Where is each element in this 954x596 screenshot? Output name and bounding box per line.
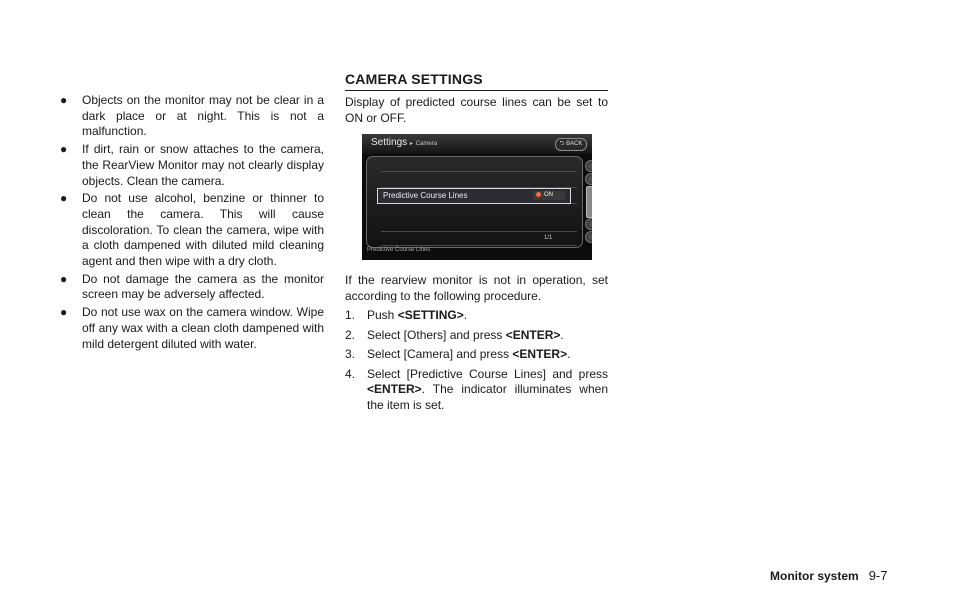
bullet-icon: ● <box>60 142 68 157</box>
step-text-end: . <box>560 327 564 342</box>
list-item <box>58 191 324 270</box>
indicator-text: ON <box>544 192 553 198</box>
list-divider <box>381 245 577 246</box>
bullet-text: If dirt, rain or snow attaches to the camera, the RearView Monitor may not clearly display objects. Clean the camera. <box>82 142 324 188</box>
scroll-down-icon <box>585 231 592 243</box>
step-number: 2. <box>345 327 356 342</box>
breadcrumb-separator-icon: ▸ <box>409 141 413 147</box>
list-item <box>58 305 324 352</box>
bullet-icon: ● <box>60 191 68 206</box>
on-indicator <box>533 191 565 200</box>
list-item <box>58 93 324 140</box>
scroll-up-icon <box>585 160 592 172</box>
step-text-end: . The indicator illuminates when the item is set. <box>367 382 608 412</box>
step-number: 4. <box>345 366 356 381</box>
step-text: Select [Camera] and press <box>367 347 513 361</box>
scroll-down-page-icon <box>585 218 592 230</box>
step-text-end: . <box>463 308 468 322</box>
bullet-text: Do not use wax on the camera window. Wipe off any wax with a clean cloth dampened with mild detergent diluted with water. <box>82 305 324 351</box>
settings-screen-image <box>362 134 592 260</box>
breadcrumb: Camera <box>415 141 438 147</box>
step-text: Select [Predictive Course Lines] and press <box>367 366 608 381</box>
step-key: <ENTER> <box>367 382 422 396</box>
procedure-steps <box>345 308 608 413</box>
list-divider <box>381 231 577 232</box>
indicator-light-icon <box>536 192 541 197</box>
list-item <box>58 142 324 189</box>
page-footer <box>770 568 887 583</box>
step-number: 3. <box>345 347 356 361</box>
bullet-text: Do not use alcohol, benzine or thinner to clean the camera. This will cause discoloration. To clean the camera, wipe with a cloth dampened with diluted mild cleaning agent and then wipe with a dry cloth. <box>82 191 324 269</box>
bullet-icon: ● <box>60 93 68 107</box>
section-intro: Display of predicted course lines can be set to ON or OFF. <box>345 95 608 125</box>
step-key: <SETTING> <box>397 308 464 322</box>
list-item <box>58 272 324 303</box>
left-column <box>58 93 324 354</box>
section-title: CAMERA SETTINGS <box>345 70 608 91</box>
procedure-intro: If the rearview monitor is not in operation, set according to the following procedure. <box>345 273 608 303</box>
bullet-text: Do not damage the camera as the monitor screen may be adversely affected. <box>82 271 324 302</box>
step-key: <ENTER> <box>512 347 568 361</box>
step-text-end: . <box>567 347 571 361</box>
right-column <box>345 70 608 417</box>
list-item <box>345 367 608 414</box>
back-button: ⮌ BACK <box>555 138 587 151</box>
caution-list <box>58 93 324 352</box>
list-item <box>345 347 608 363</box>
predictive-course-lines-row <box>377 188 571 204</box>
scrollbar-thumb <box>586 186 592 218</box>
screen-title-text: Settings <box>371 137 408 148</box>
page-number: 9-7 <box>868 568 888 583</box>
list-item <box>345 308 608 324</box>
row-label: Predictive Course Lines <box>383 191 468 200</box>
page-indicator: 1/1 <box>544 235 553 241</box>
bullet-icon: ● <box>60 271 68 286</box>
footer-section-title: Monitor system <box>770 569 859 583</box>
screen-header <box>362 134 592 154</box>
scroll-up-page-icon <box>585 173 592 185</box>
bullet-text: Objects on the monitor may not be clear in a dark place or at night. This is not a malfunction. <box>82 93 324 139</box>
list-item <box>345 328 608 344</box>
bullet-icon: ● <box>60 305 68 320</box>
step-text: Push <box>367 308 398 322</box>
step-number: 1. <box>345 308 356 322</box>
step-text: Select [Others] and press <box>367 327 506 342</box>
list-divider <box>381 171 577 172</box>
screen-title <box>371 137 437 148</box>
screen-caption: Predictive Course Lines <box>367 247 431 253</box>
step-key: <ENTER> <box>505 327 561 342</box>
